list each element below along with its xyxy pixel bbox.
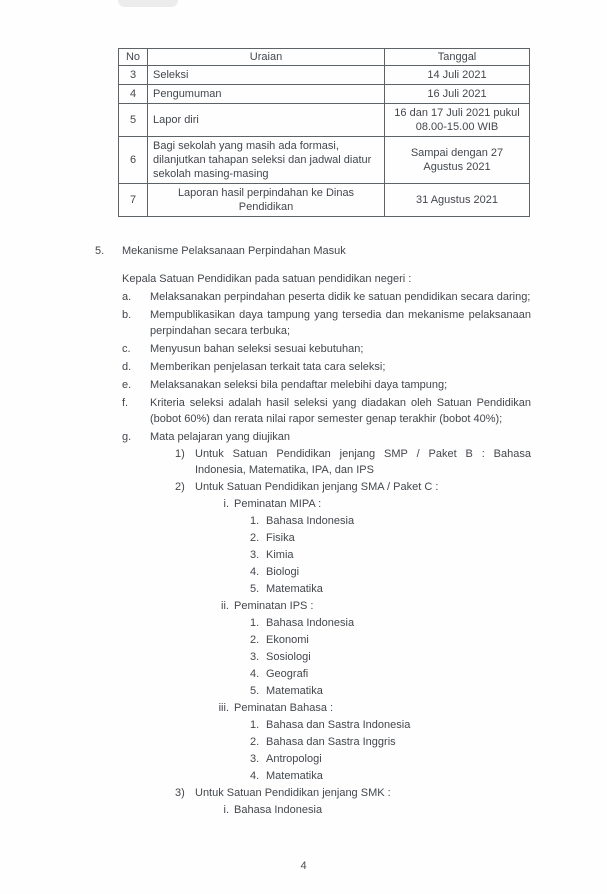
subject-text: Kimia [266,549,294,561]
peminatan-group [213,496,531,512]
subject-text: Bahasa Indonesia [234,804,323,816]
subject-item [250,666,531,682]
group-title: Peminatan IPS : [234,600,314,612]
list-item [122,307,531,339]
cell-tanggal: 16 dan 17 Juli 2021 pukul 08.00-15.00 WIB [385,104,530,137]
subject-text: Geografi [266,668,309,680]
item-text: Memberikan penjelasan terkait tata cara seleksi; [150,361,386,373]
section-5 [95,243,531,818]
item-marker: 3) [175,787,185,799]
numbered-item [175,785,531,801]
lettered-list [122,289,531,445]
item-text: Untuk Satuan Pendidikan jenjang SMP / Paket B : Bahasa Indonesia, Matematika, IPA, dan IPS [195,448,531,476]
cell-uraian: Bagi sekolah yang masih ada formasi, dilanjutkan tahapan seleksi dan jadwal diatur sekolah masing-masing [148,137,385,184]
header-uraian: Uraian [148,49,385,66]
cell-no: 4 [119,85,148,104]
item-text: Melaksanakan seleksi bila pendaftar melebihi daya tampung; [150,379,448,391]
schedule-table [118,48,530,217]
header-tanggal: Tanggal [385,49,530,66]
cell-uraian: Lapor diri [148,104,385,137]
item-marker: f. [122,397,129,409]
section-number: 5. [95,245,105,257]
subject-text: Matematika [266,770,323,782]
list-item [122,429,531,445]
list-item [122,289,531,305]
page-number: 4 [300,860,307,872]
section-intro: Kepala Satuan Pendidikan pada satuan pendidikan negeri : [122,273,412,285]
cell-uraian: Seleksi [148,66,385,85]
subjects-list [175,446,531,818]
list-item [122,359,531,375]
list-item [122,395,531,427]
item-marker: d. [122,361,132,373]
cell-no: 3 [119,66,148,85]
cell-tanggal: 14 Juli 2021 [385,66,530,85]
numbered-item [175,446,531,478]
item-marker: a. [122,291,132,303]
subject-item [250,564,531,580]
subject-text: Fisika [266,532,295,544]
cell-tanggal: 31 Agustus 2021 [385,184,530,217]
subject-item [250,632,531,648]
cell-uraian: Laporan hasil perpindahan ke Dinas Pendidikan [148,184,385,217]
subject-text: Biologi [266,566,300,578]
group-title: Peminatan Bahasa : [234,702,334,714]
subject-text: Bahasa dan Sastra Indonesia [266,719,411,731]
cell-no: 6 [119,137,148,184]
item-marker: c. [122,343,131,355]
item-text: Menyusun bahan seleksi sesuai kebutuhan; [150,343,364,355]
item-marker: i. [223,498,229,510]
item-marker: 2) [175,481,185,493]
subject-item [250,768,531,784]
header-no: No [119,49,148,66]
subject-text: Matematika [266,685,323,697]
section-heading [95,243,531,259]
subject-text: Bahasa Indonesia [266,617,355,629]
item-marker: i. [223,804,229,816]
item-marker: 1. [250,719,260,731]
subject-text: Bahasa Indonesia [266,515,355,527]
item-text: Untuk Satuan Pendidikan jenjang SMA / Paket C : [195,481,439,493]
item-marker: b. [122,309,132,321]
peminatan-group [213,598,531,614]
scan-artifact [118,0,178,7]
subject-text: Antropologi [266,753,322,765]
item-marker: g. [122,431,132,443]
item-text: Mata pelajaran yang diujikan [150,431,291,443]
item-marker: 2. [250,634,260,646]
table-row [119,66,530,85]
subject-item [250,581,531,597]
subject-item [250,547,531,563]
section-title: Mekanisme Pelaksanaan Perpindahan Masuk [122,245,346,257]
item-marker: 4. [250,566,260,578]
subject-item [250,751,531,767]
subject-item [250,683,531,699]
subject-item [250,717,531,733]
cell-tanggal: 16 Juli 2021 [385,85,530,104]
table-row [119,137,530,184]
list-item [122,377,531,393]
item-marker: 1. [250,515,260,527]
item-text: Melaksanakan perpindahan peserta didik ke satuan pendidikan secara daring; [150,291,531,303]
table-header-row [119,49,530,66]
item-marker: 3. [250,651,260,663]
item-marker: 1) [175,448,185,460]
item-marker: 1. [250,617,260,629]
subject-text: Matematika [266,583,323,595]
item-marker: 4. [250,668,260,680]
subject-text: Sosiologi [266,651,311,663]
subject-item [250,649,531,665]
item-marker: 4. [250,770,260,782]
cell-tanggal: Sampai dengan 27 Agustus 2021 [385,137,530,184]
peminatan-group [213,700,531,716]
smk-subject [213,802,531,818]
cell-uraian: Pengumuman [148,85,385,104]
item-text: Untuk Satuan Pendidikan jenjang SMK : [195,787,391,799]
item-text: Kriteria seleksi adalah hasil seleksi yang diadakan oleh Satuan Pendidikan (bobot 60%) dan rerata nilai rapor semester genap terakhir (bobot 40%); [150,397,531,425]
subject-item [250,615,531,631]
group-title: Peminatan MIPA : [234,498,322,510]
item-marker: 2. [250,532,260,544]
item-marker: 5. [250,685,260,697]
item-marker: ii. [221,600,229,612]
cell-no: 7 [119,184,148,217]
table-row [119,85,530,104]
item-marker: e. [122,379,132,391]
subject-item [250,734,531,750]
item-marker: 2. [250,736,260,748]
item-marker: 3. [250,549,260,561]
subject-item [250,513,531,529]
item-marker: 5. [250,583,260,595]
list-item [122,341,531,357]
subject-text: Bahasa dan Sastra Inggris [266,736,396,748]
item-text: Mempublikasikan daya tampung yang tersedia dan mekanisme pelaksanaan perpindahan secara terbuka; [150,309,531,337]
table-row [119,184,530,217]
numbered-item [175,479,531,495]
subject-item [250,530,531,546]
subject-text: Ekonomi [266,634,309,646]
item-marker: iii. [218,702,229,714]
item-marker: 3. [250,753,260,765]
table-row [119,104,530,137]
cell-no: 5 [119,104,148,137]
